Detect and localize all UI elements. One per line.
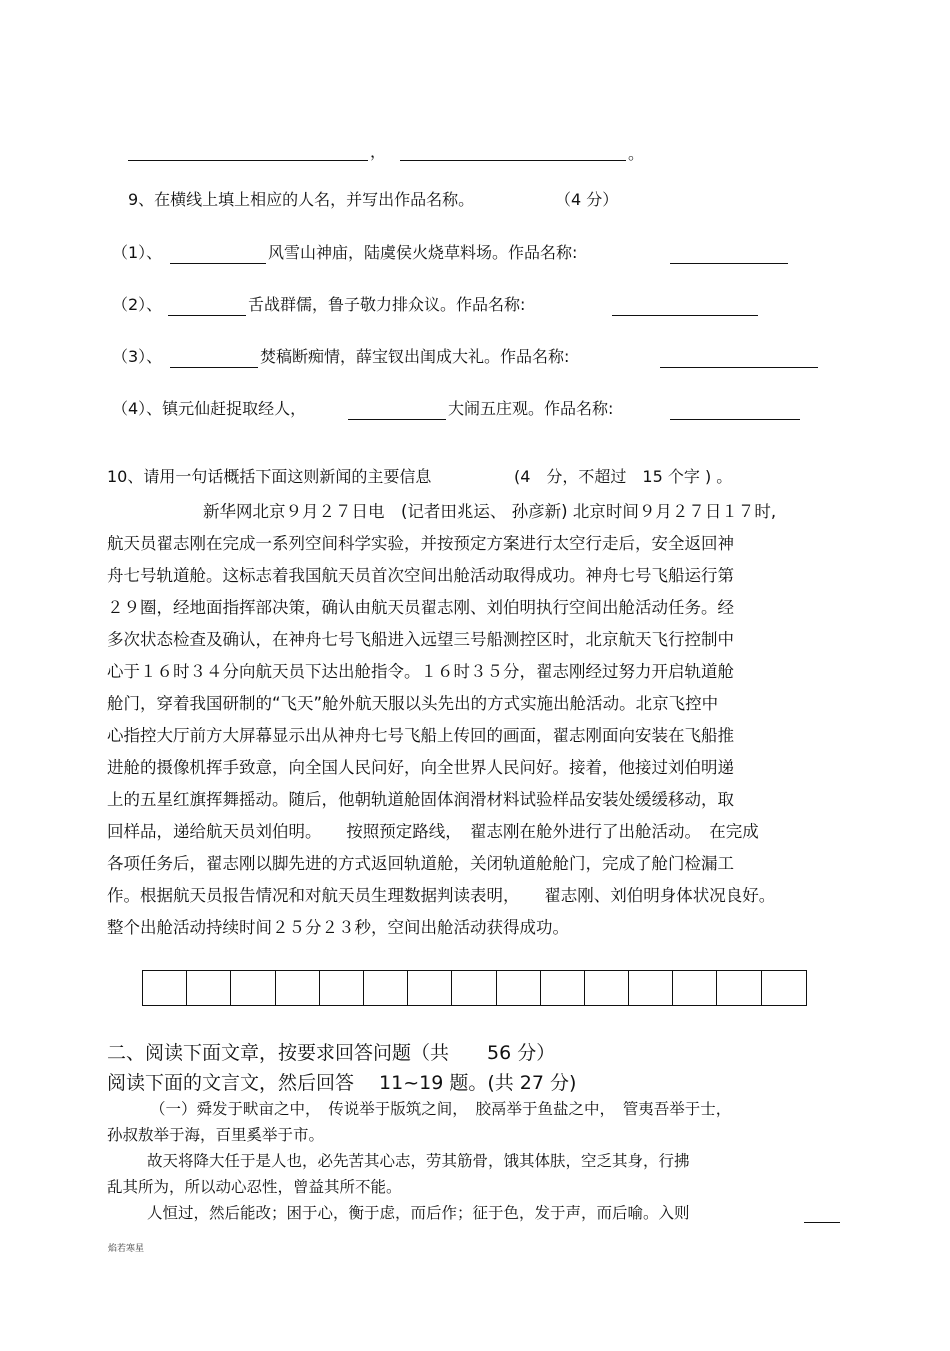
- answer-box[interactable]: [276, 971, 320, 1005]
- q9-item-2-work-blank[interactable]: [612, 315, 758, 316]
- q9-score: （4 分）: [555, 190, 619, 209]
- news-line-6: 心于１６时３４分向航天员下达出舱指令。１６时３５分，翟志刚经过努力开启轨道舱: [107, 662, 734, 681]
- news-line-1: 新华网北京９月２７日电 (记者田兆运、 孙彦新) 北京时间９月２７日１７时,: [203, 502, 777, 521]
- news-line-7: 舱门，穿着我国研制的“飞天”舱外航天服以头先出的方式实施出舱活动。北京飞控中: [107, 694, 719, 713]
- q9-item-3-name-blank[interactable]: [170, 367, 258, 368]
- top-comma: ，: [370, 142, 387, 161]
- answer-grid: [142, 970, 807, 1006]
- answer-box[interactable]: [364, 971, 408, 1005]
- answer-box[interactable]: [408, 971, 452, 1005]
- section2-heading: 二、阅读下面文章，按要求回答问题（共 56 分）: [107, 1042, 556, 1064]
- q9-item-4-text: 大闹五庄观。作品名称:: [448, 399, 614, 418]
- news-line-11: 回样品，递给航天员刘伯明。 按照预定路线， 翟志刚在舱外进行了出舱活动。 在完成: [107, 822, 759, 841]
- answer-box[interactable]: [717, 971, 761, 1005]
- q10-title: 10、请用一句话概括下面这则新闻的主要信息: [107, 467, 432, 486]
- answer-box[interactable]: [673, 971, 717, 1005]
- q9-title: 9、在横线上填上相应的人名，并写出作品名称。: [128, 190, 475, 209]
- answer-box[interactable]: [320, 971, 364, 1005]
- answer-box[interactable]: [231, 971, 275, 1005]
- news-line-10: 上的五星红旗挥舞摇动。随后，他朝轨道舱固体润滑材料试验样品安装处缓缓移动，取: [107, 790, 734, 809]
- top-blank-2[interactable]: [400, 160, 626, 161]
- classical-blank[interactable]: [804, 1222, 840, 1223]
- answer-box[interactable]: [143, 971, 187, 1005]
- q9-item-1-num: （1）、: [112, 243, 163, 262]
- footer-watermark: 焰若寒星: [108, 1244, 145, 1254]
- q10-score: (4 分，不超过 15 个字 ) 。: [514, 467, 733, 486]
- classical-para-3: 人恒过，然后能改；困于心，衡于虑，而后作；征于色，发于声，而后喻。入则: [147, 1204, 690, 1222]
- answer-box[interactable]: [762, 971, 806, 1005]
- answer-box[interactable]: [541, 971, 585, 1005]
- q9-item-2-text: 舌战群儒，鲁子敬力排众议。作品名称:: [248, 295, 526, 314]
- q9-item-3-text: 焚稿断痴情，薛宝钗出闺成大礼。作品名称:: [260, 347, 570, 366]
- q9-item-1-work-blank[interactable]: [670, 263, 788, 264]
- classical-para-2-cont: 乱其所为，所以动心忍性，曾益其所不能。: [107, 1178, 402, 1196]
- classical-para-1-cont: 孙叔敖举于海，百里奚举于市。: [107, 1126, 325, 1144]
- answer-box[interactable]: [629, 971, 673, 1005]
- news-line-3: 舟七号轨道舱。这标志着我国航天员首次空间出舱活动取得成功。神舟七号飞船运行第: [107, 566, 734, 585]
- answer-box[interactable]: [497, 971, 541, 1005]
- answer-box[interactable]: [187, 971, 231, 1005]
- answer-box[interactable]: [585, 971, 629, 1005]
- q9-item-3-work-blank[interactable]: [660, 367, 818, 368]
- q9-item-4-name-blank[interactable]: [348, 419, 446, 420]
- q9-item-2-name-blank[interactable]: [168, 315, 246, 316]
- q9-item-1-name-blank[interactable]: [170, 263, 266, 264]
- classical-para-2: 故天将降大任于是人也，必先苦其心志，劳其筋骨，饿其体肤，空乏其身，行拂: [147, 1152, 690, 1170]
- q9-item-4-work-blank[interactable]: [670, 419, 800, 420]
- q9-item-3-num: （3）、: [112, 347, 163, 366]
- top-period: 。: [628, 144, 645, 163]
- news-line-8: 心指控大厅前方大屏幕显示出从神舟七号飞船上传回的画面，翟志刚面向安装在飞船推: [107, 726, 734, 745]
- news-line-9: 进舱的摄像机挥手致意，向全国人民问好，向全世界人民问好。接着，他接过刘伯明递: [107, 758, 734, 777]
- news-line-5: 多次状态检查及确认，在神舟七号飞船进入远望三号船测控区时，北京航天飞行控制中: [107, 630, 734, 649]
- q9-item-4-num: （4）、镇元仙赶捉取经人，: [112, 399, 307, 418]
- news-line-13: 作。根据航天员报告情况和对航天员生理数据判读表明， 翟志刚、刘伯明身体状况良好。: [107, 886, 776, 905]
- q9-item-1-text: 风雪山神庙，陆虞侯火烧草料场。作品名称:: [268, 243, 578, 262]
- news-line-12: 各项任务后，翟志刚以脚先进的方式返回轨道舱，关闭轨道舱舱门，完成了舱门检漏工: [107, 854, 734, 873]
- top-blank-1[interactable]: [128, 160, 368, 161]
- classical-para-1: （一）舜发于畎亩之中， 传说举于版筑之间， 胶鬲举于鱼盐之中， 管夷吾举于士，: [150, 1100, 732, 1118]
- news-line-14: 整个出舱活动持续时间２５分２３秒，空间出舱活动获得成功。: [107, 918, 569, 937]
- section2-subheading: 阅读下面的文言文，然后回答 11~19 题。(共 27 分): [107, 1072, 577, 1094]
- news-line-2: 航天员翟志刚在完成一系列空间科学实验，并按预定方案进行太空行走后，安全返回神: [107, 534, 734, 553]
- news-line-4: ２９圈，经地面指挥部决策，确认由航天员翟志刚、刘伯明执行空间出舱活动任务。经: [107, 598, 734, 617]
- q9-item-2-num: （2）、: [112, 295, 163, 314]
- answer-box[interactable]: [452, 971, 496, 1005]
